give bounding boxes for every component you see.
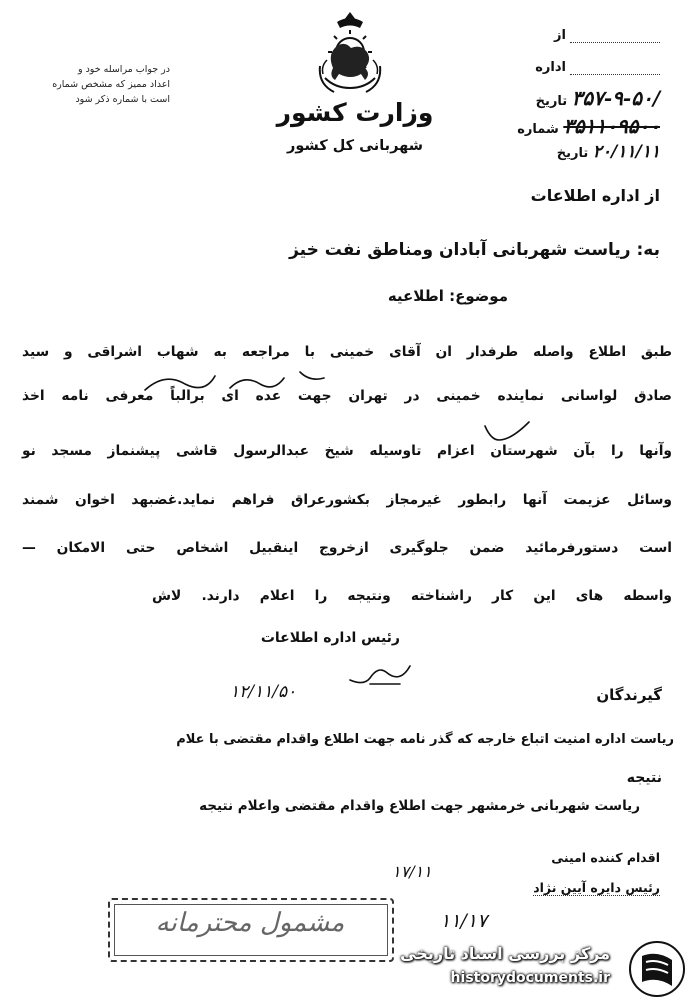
second-date-field (557, 142, 660, 164)
number-label: شماره (517, 122, 559, 137)
section-chief: رئیس دایره آیین نژاد (533, 880, 660, 895)
number-field (517, 114, 660, 136)
subject: موضوع: اطلاعیه (387, 287, 508, 305)
result-label: نتیجه (626, 770, 662, 786)
body-line: طبق اطلاع واصله طرفدار ان آقای خمینی با مراجعه به شهاب اشراقی و سید (22, 344, 672, 360)
date-value: ۳۵۷-۹-۵۰/ (571, 86, 660, 110)
from-office: از اداره اطلاعات (530, 186, 660, 205)
body-line: وآنها را بآن شهرستان اعزام تاوسیله شیخ عبدالرسول قاشی پیشنماز مسجد نو (22, 443, 672, 459)
office-label: اداره (535, 60, 566, 75)
lion-and-sun-emblem-icon (305, 8, 395, 100)
office-field-line (570, 74, 660, 75)
reply-note-line: اعداد ممیز که مشخص شماره (52, 79, 170, 90)
department-name: شهربانی کل کشور (287, 138, 423, 154)
number-value: ۳۵۱۱۰۹۵۰۰ (563, 114, 660, 138)
from-field-line (570, 42, 660, 43)
action-date: ۱۷/۱۱ (392, 862, 432, 881)
stamp-text: مشمول محترمانه (155, 908, 345, 938)
reply-note-line: است با شماره ذکر شود (75, 94, 170, 105)
cc-line: ریاست شهربانی خرمشهر جهت اطلاع واقدام مقتضی واعلام نتیجه (199, 798, 640, 814)
chief-date: ۱۱/۱۷ (440, 910, 488, 932)
body-line: وسائل عزیمت آنها رابطور غیرمجاز بکشورعراق فراهم نماید.غضبهد اخوان شمند (22, 492, 672, 508)
watermark-site: historydocuments.ir (450, 970, 610, 986)
from-label: از (554, 28, 566, 43)
body-line: است دستورفرمائید ضمن جلوگیری ازخروج اینقبیل اشخاص حتی الامکان — (22, 540, 672, 556)
date-field (536, 86, 660, 108)
handwritten-underline-marks (140, 360, 360, 400)
action-officer: اقدام کننده امینی (551, 850, 660, 865)
second-date-value: ۲۰/۱۱/۱۱ (592, 142, 660, 162)
signature-scribble (340, 658, 420, 688)
date-label: تاریخ (535, 94, 568, 109)
archive-logo-icon (628, 940, 686, 998)
cc-line: ریاست اداره امنیت اتباع خارجه که گذر نامه جهت اطلاع واقدام مقتضی با علام (176, 732, 674, 747)
second-date-label: تاریخ (556, 146, 589, 161)
reply-note-line: در جواب مراسله خود و (77, 64, 170, 75)
body-line: واسطه های این کار راشناخته ونتیجه را اعلام دارند. لاش (152, 588, 672, 604)
recipients-label: گیرندگان (596, 686, 662, 704)
signature-date: ۱۲/۱۱/۵۰ (230, 682, 297, 702)
ministry-name: وزارت کشور (276, 98, 434, 127)
from-field (554, 28, 660, 50)
watermark-persian: مرکز بررسی اسناد تاریخی (400, 944, 610, 963)
handwritten-check-mark (480, 418, 540, 448)
body-line: صادق لواسانی نماینده خمینی در تهران جهت عده ای برالباً معرفی نامه اخذ (22, 388, 672, 404)
office-field (535, 60, 660, 82)
reply-reference-note (30, 62, 170, 107)
recipient: به: ریاست شهربانی آبادان ومناطق نفت خیز (289, 240, 660, 260)
signatory-title: رئیس اداره اطلاعات (260, 630, 400, 646)
